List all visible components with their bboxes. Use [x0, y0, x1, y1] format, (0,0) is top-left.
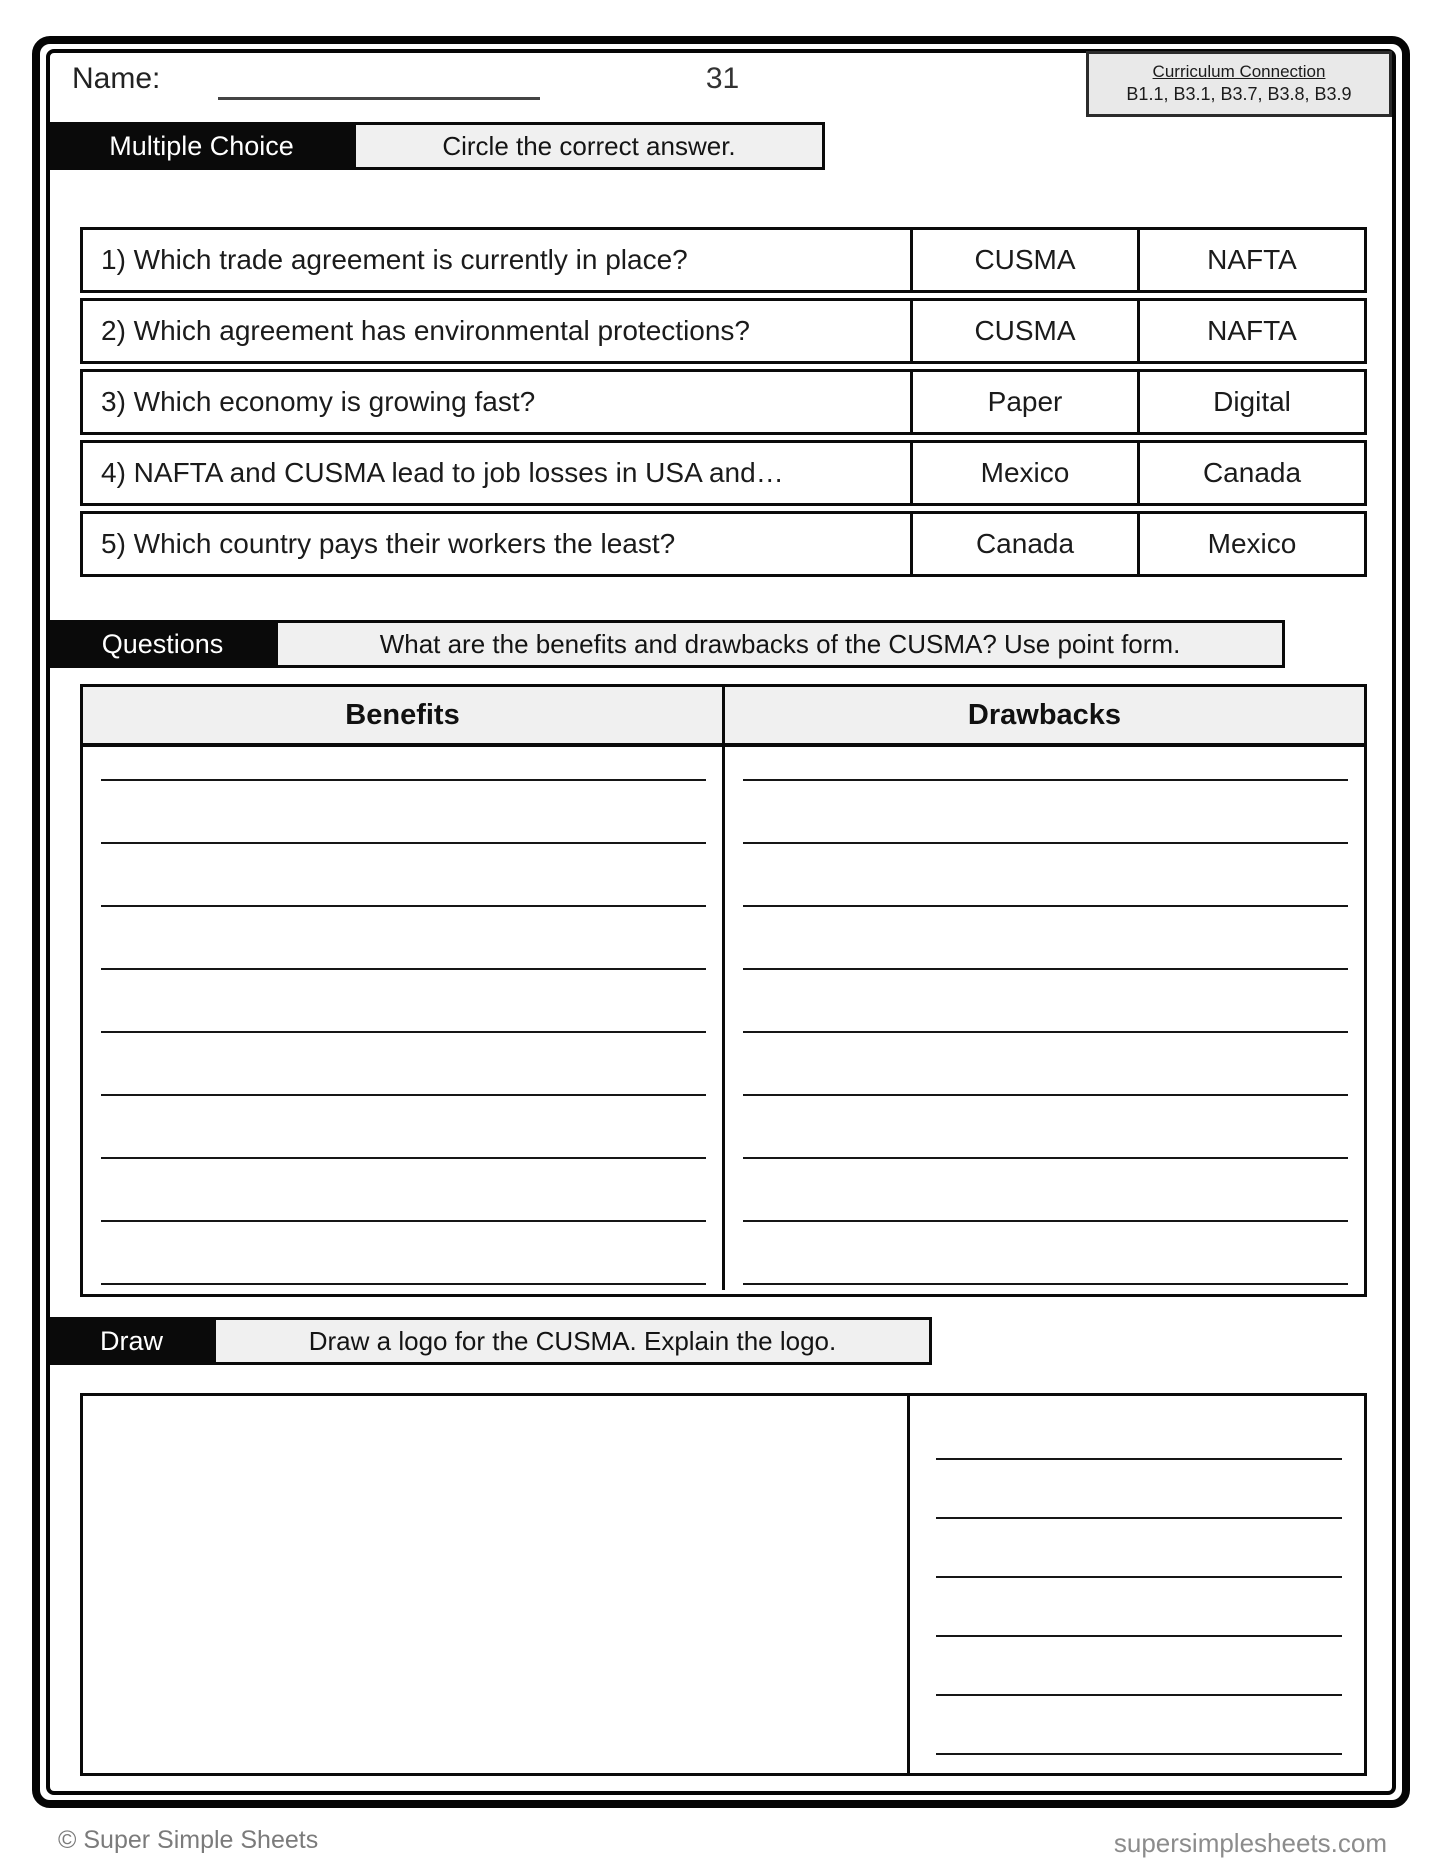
drawing-area[interactable] — [83, 1396, 907, 1773]
draw-instruction: Draw a logo for the CUSMA. Explain the logo. — [213, 1317, 932, 1365]
answer-line[interactable] — [936, 1578, 1342, 1637]
answer-line[interactable] — [743, 1222, 1348, 1285]
answer-line[interactable] — [101, 781, 706, 844]
answer-line[interactable] — [936, 1396, 1342, 1460]
draw-logo-box — [80, 1393, 1367, 1776]
answer-line[interactable] — [743, 1033, 1348, 1096]
mc-row — [80, 298, 1367, 364]
answer-line[interactable] — [101, 1159, 706, 1222]
mc-question: 1) Which trade agreement is currently in place? — [101, 244, 688, 275]
mc-option-a[interactable]: Mexico — [910, 443, 1137, 503]
answer-line[interactable] — [101, 1096, 706, 1159]
answer-line[interactable] — [743, 907, 1348, 970]
mc-option-a[interactable]: CUSMA — [910, 230, 1137, 290]
answer-line[interactable] — [743, 781, 1348, 844]
page-number: 31 — [705, 62, 740, 95]
answer-line[interactable] — [101, 1222, 706, 1285]
multiple-choice-table — [80, 227, 1367, 582]
drawbacks-column — [722, 747, 1364, 1290]
copyright-text: © Super Simple Sheets — [58, 1826, 319, 1854]
mc-option-b[interactable]: NAFTA — [1137, 230, 1364, 290]
benefits-drawbacks-table — [80, 684, 1367, 1297]
mc-question: 3) Which economy is growing fast? — [101, 386, 536, 417]
benefits-drawbacks-header — [83, 687, 1364, 747]
answer-line[interactable] — [936, 1637, 1342, 1696]
mc-option-b[interactable]: NAFTA — [1137, 301, 1364, 361]
mc-question: 4) NAFTA and CUSMA lead to job losses in USA and… — [101, 457, 784, 488]
answer-line[interactable] — [101, 844, 706, 907]
draw-label: Draw — [50, 1317, 213, 1365]
drawbacks-header: Drawbacks — [722, 687, 1364, 743]
answer-line[interactable] — [743, 844, 1348, 907]
answer-line[interactable] — [101, 747, 706, 781]
answer-line[interactable] — [101, 907, 706, 970]
answer-line[interactable] — [743, 1159, 1348, 1222]
mc-row — [80, 369, 1367, 435]
multiple-choice-instruction: Circle the correct answer. — [353, 122, 825, 170]
benefits-header: Benefits — [345, 698, 460, 731]
questions-instruction: What are the benefits and drawbacks of the CUSMA? Use point form. — [275, 620, 1285, 668]
mc-option-a[interactable]: Canada — [910, 514, 1137, 574]
answer-line[interactable] — [743, 1096, 1348, 1159]
mc-option-a[interactable]: Paper — [910, 372, 1137, 432]
answer-line[interactable] — [936, 1696, 1342, 1755]
mc-question: 5) Which country pays their workers the least? — [101, 528, 676, 559]
questions-label: Questions — [50, 620, 275, 668]
name-label: Name: — [72, 62, 161, 95]
mc-question: 2) Which agreement has environmental protections? — [101, 315, 751, 346]
logo-explanation-column — [907, 1396, 1364, 1773]
curriculum-title: Curriculum Connection — [1152, 62, 1326, 82]
mc-row — [80, 511, 1367, 577]
mc-option-a[interactable]: CUSMA — [910, 301, 1137, 361]
mc-option-b[interactable]: Canada — [1137, 443, 1364, 503]
mc-option-b[interactable]: Digital — [1137, 372, 1364, 432]
answer-line[interactable] — [936, 1460, 1342, 1519]
mc-row — [80, 440, 1367, 506]
answer-line[interactable] — [101, 970, 706, 1033]
mc-row — [80, 227, 1367, 293]
answer-line[interactable] — [743, 747, 1348, 781]
multiple-choice-label: Multiple Choice — [50, 122, 353, 170]
answer-line[interactable] — [936, 1519, 1342, 1578]
benefits-column — [83, 747, 722, 1290]
mc-option-b[interactable]: Mexico — [1137, 514, 1364, 574]
answer-line[interactable] — [101, 1033, 706, 1096]
answer-line[interactable] — [743, 970, 1348, 1033]
curriculum-connection-box — [1086, 51, 1392, 117]
benefits-drawbacks-body — [83, 747, 1364, 1290]
website-text: supersimplesheets.com — [1113, 1828, 1387, 1858]
curriculum-codes: B1.1, B3.1, B3.7, B3.8, B3.9 — [1126, 84, 1352, 105]
